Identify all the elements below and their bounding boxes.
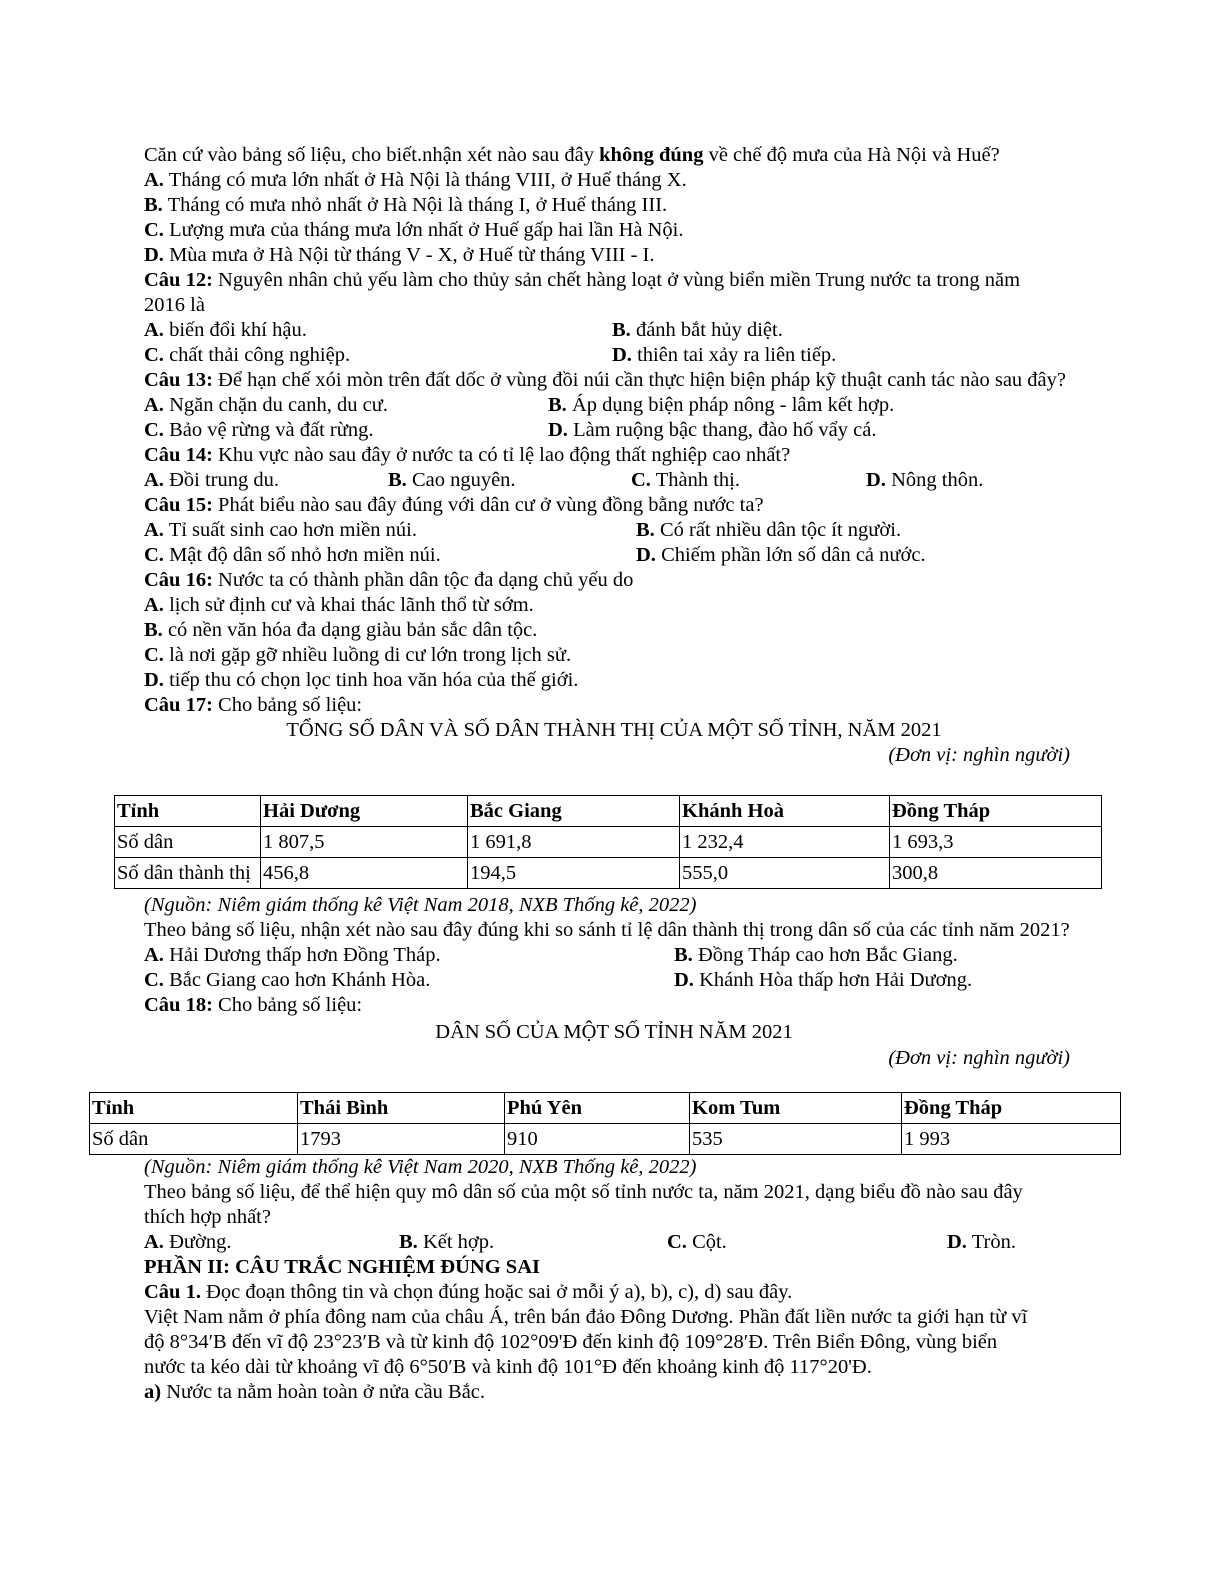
q17-options-row1 [144, 943, 1084, 968]
option-key: A. [144, 169, 164, 191]
q14-options [144, 468, 1084, 493]
table-cell: 456,8 [261, 858, 468, 889]
q17-option-d[interactable]: D. Khánh Hòa thấp hơn Hải Dương. [674, 969, 973, 991]
table-cell: 300,8 [890, 858, 1102, 889]
header-cell: Kom Tum [690, 1093, 902, 1124]
header-cell: Tỉnh [90, 1093, 298, 1124]
option-text: Tháng có mưa lớn nhất ở Hà Nội là tháng VIII, ở Huế tháng X. [163, 169, 687, 191]
option-text: Tháng có mưa nhỏ nhất ở Hà Nội là tháng I, ở Huế tháng III. [162, 194, 668, 216]
q13-options-row1 [144, 393, 1084, 418]
q14-stem [144, 443, 1084, 468]
q14-option-c[interactable]: C. Thành thị. [631, 469, 740, 491]
intro-question [144, 143, 1084, 168]
intro-text-end: về chế độ mưa của Hà Nội và Huế? [703, 144, 1000, 166]
option-text: Mùa mưa ở Hà Nội từ tháng V - X, ở Huế từ tháng VIII - I. [163, 244, 655, 266]
table-header-row [115, 796, 1102, 827]
q12-stem [144, 268, 1044, 318]
q17-question: Theo bảng số liệu, nhận xét nào sau đây đúng khi so sánh tỉ lệ dân thành thị trong dân số của các tỉnh năm 2021? [144, 919, 1070, 941]
passage-line: nước ta kéo dài từ khoảng vĩ độ 6°50′B và kinh độ 101°Đ đến khoảng kinh độ 117°20'Đ. [144, 1356, 872, 1378]
page-content-lower [144, 893, 1084, 1070]
q18-option-c[interactable]: C. Cột. [667, 1231, 727, 1253]
header-cell: Thái Bình [298, 1093, 505, 1124]
table-cell: 1793 [298, 1124, 505, 1155]
q17-data-table [114, 795, 1102, 889]
q12-option-d[interactable]: D. thiên tai xảy ra liên tiếp. [612, 344, 837, 366]
q13-option-d[interactable]: D. Làm ruộng bậc thang, đào hố vẩy cá. [548, 419, 877, 441]
q18-options [144, 1230, 1084, 1255]
q16-option-d[interactable]: D. tiếp thu có chọn lọc tinh hoa văn hóa của thế giới. [144, 669, 579, 691]
part2-q1-stem [144, 1280, 1084, 1305]
question-label: Câu 1. [144, 1281, 201, 1303]
q12-option-a[interactable]: A. biến đổi khí hậu. [144, 319, 307, 341]
table-cell: 910 [505, 1124, 690, 1155]
q12-option-b[interactable]: B. đánh bắt hủy diệt. [612, 319, 783, 341]
intro-option-a[interactable] [144, 168, 1084, 193]
q16-stem [144, 568, 1084, 593]
q16-option-b[interactable]: B. có nền văn hóa đa dạng giàu bản sắc dân tộc. [144, 619, 538, 641]
part2-heading: PHẦN II: CÂU TRẮC NGHIỆM ĐÚNG SAI [144, 1256, 540, 1278]
q16-option-c[interactable]: C. là nơi gặp gỡ nhiều luồng di cư lớn trong lịch sử. [144, 644, 572, 666]
q17-options-row2 [144, 968, 1084, 993]
q13-option-a[interactable]: A. Ngăn chặn du canh, du cư. [144, 394, 388, 416]
q15-option-d[interactable]: D. Chiếm phần lớn số dân cả nước. [636, 544, 926, 566]
q17-table-title: TỔNG SỐ DÂN VÀ SỐ DÂN THÀNH THỊ CỦA MỘT SỐ TỈNH, NĂM 2021 [286, 719, 942, 741]
table-cell: Số dân [115, 827, 261, 858]
header-cell: Hải Dương [261, 796, 468, 827]
table-cell: 1 807,5 [261, 827, 468, 858]
question-text: Nước ta có thành phần dân tộc đa dạng chủ yếu do [212, 569, 634, 591]
question-label: Câu 17: [144, 694, 213, 716]
header-cell: Đồng Tháp [890, 796, 1102, 827]
q18-table-unit: (Đơn vị: nghìn người) [888, 1047, 1070, 1069]
q12-options-row2 [144, 343, 1084, 368]
q13-stem [144, 368, 1079, 393]
header-cell: Bắc Giang [468, 796, 680, 827]
table-header-row [90, 1093, 1121, 1124]
question-label: Câu 12: [144, 269, 213, 291]
q15-options-row2 [144, 543, 1084, 568]
header-cell: Đồng Tháp [902, 1093, 1121, 1124]
question-label: Câu 13: [144, 369, 213, 391]
table-cell: 535 [690, 1124, 902, 1155]
question-text: Cho bảng số liệu: [212, 694, 363, 716]
q17-option-b[interactable]: B. Đồng Tháp cao hơn Bắc Giang. [674, 944, 958, 966]
passage-line: Việt Nam nằm ở phía đông nam của châu Á, trên bán đảo Đông Dương. Phần đất liền nước ta giới hạn từ vĩ [144, 1306, 1028, 1328]
q16-option-a[interactable]: A. lịch sử định cư và khai thác lãnh thổ từ sớm. [144, 594, 534, 616]
q17-table-unit: (Đơn vị: nghìn người) [888, 744, 1070, 766]
q12-options-row1 [144, 318, 1084, 343]
header-cell: Khánh Hoà [680, 796, 890, 827]
statement-label: a) [144, 1381, 162, 1403]
statement-text: Nước ta nằm hoàn toàn ở nửa cầu Bắc. [161, 1381, 486, 1403]
q18-option-b[interactable]: B. Kết hợp. [399, 1231, 495, 1253]
question-text: Để hạn chế xói mòn trên đất dốc ở vùng đồi núi cần thực hiện biện pháp kỹ thuật canh tác nào sau đây? [212, 369, 1067, 391]
header-cell: Tỉnh [115, 796, 261, 827]
header-cell: Phú Yên [505, 1093, 690, 1124]
question-text: Đọc đoạn thông tin và chọn đúng hoặc sai ở mỗi ý a), b), c), d) sau đây. [200, 1281, 793, 1303]
q15-options-row1 [144, 518, 1084, 543]
intro-option-d[interactable] [144, 243, 1084, 268]
q14-option-a[interactable]: A. Đồi trung du. [144, 469, 279, 491]
q14-option-b[interactable]: B. Cao nguyên. [388, 469, 516, 491]
q15-option-a[interactable]: A. Tỉ suất sinh cao hơn miền núi. [144, 519, 417, 541]
question-text: Phát biểu nào sau đây đúng với dân cư ở vùng đồng bằng nước ta? [212, 494, 764, 516]
q17-source: (Nguồn: Niêm giám thống kê Việt Nam 2018, NXB Thống kê, 2022) [144, 894, 697, 916]
option-text: Lượng mưa của tháng mưa lớn nhất ở Huế gấp hai lần Hà Nội. [163, 219, 684, 241]
table-row [115, 827, 1102, 858]
question-text: Nguyên nhân chủ yếu làm cho thủy sản chết hàng loạt ở vùng biển miền Trung nước ta trong năm 2016 là [144, 269, 1021, 316]
option-key: B. [144, 194, 163, 216]
intro-bold: không đúng [599, 144, 704, 166]
option-key: C. [144, 219, 164, 241]
page-content [144, 143, 1084, 768]
question-text: Cho bảng số liệu: [212, 994, 363, 1016]
q18-table-title: DÂN SỐ CỦA MỘT SỐ TỈNH NĂM 2021 [435, 1021, 793, 1043]
question-label: Câu 18: [144, 994, 213, 1016]
q15-stem [144, 493, 1084, 518]
q18-stem [144, 993, 1084, 1018]
q18-data-table [89, 1092, 1121, 1155]
question-text: Khu vực nào sau đây ở nước ta có tỉ lệ lao động thất nghiệp cao nhất? [212, 444, 791, 466]
passage-line: độ 8°34′B đến vĩ độ 23°23′B và từ kinh độ 102°09'Đ đến kinh độ 109°28′Đ. Trên Biển Đông, vùng biển [144, 1331, 998, 1353]
table-cell: Số dân [90, 1124, 298, 1155]
table-row [115, 858, 1102, 889]
q15-option-b[interactable]: B. Có rất nhiều dân tộc ít người. [636, 519, 902, 541]
page-content-bottom [144, 1155, 1084, 1405]
table-cell: 555,0 [680, 858, 890, 889]
q18-option-a[interactable]: A. Đường. [144, 1231, 232, 1253]
intro-option-b[interactable] [144, 193, 1084, 218]
q17-option-a[interactable]: A. Hải Dương thấp hơn Đồng Tháp. [144, 944, 441, 966]
q17-option-c[interactable]: C. Bắc Giang cao hơn Khánh Hòa. [144, 969, 431, 991]
table-row [90, 1124, 1121, 1155]
q18-option-d[interactable]: D. Tròn. [947, 1231, 1016, 1253]
q14-option-d[interactable]: D. Nông thôn. [866, 469, 984, 491]
table-cell: 1 993 [902, 1124, 1121, 1155]
q13-options-row2 [144, 418, 1084, 443]
q18-question: Theo bảng số liệu, để thể hiện quy mô dân số của một số tỉnh nước ta, năm 2021, dạng biểu đồ nào sau đây thích hợp nhất? [144, 1181, 1023, 1228]
q17-stem [144, 693, 1084, 718]
table-cell: Số dân thành thị [115, 858, 261, 889]
table-cell: 1 232,4 [680, 827, 890, 858]
question-label: Câu 15: [144, 494, 213, 516]
q12-option-c[interactable]: C. chất thải công nghiệp. [144, 344, 351, 366]
table-cell: 194,5 [468, 858, 680, 889]
question-label: Câu 16: [144, 569, 213, 591]
q18-source: (Nguồn: Niêm giám thống kê Việt Nam 2020, NXB Thống kê, 2022) [144, 1156, 697, 1178]
intro-text: Căn cứ vào bảng số liệu, cho biết.nhận xét nào sau đây [144, 144, 600, 166]
table-cell: 1 691,8 [468, 827, 680, 858]
option-key: D. [144, 244, 164, 266]
question-label: Câu 14: [144, 444, 213, 466]
q13-option-c[interactable]: C. Bảo vệ rừng và đất rừng. [144, 419, 374, 441]
part2-statement-a[interactable] [144, 1380, 1084, 1405]
intro-option-c[interactable] [144, 218, 1084, 243]
q13-option-b[interactable]: B. Áp dụng biện pháp nông - lâm kết hợp. [548, 394, 895, 416]
q15-option-c[interactable]: C. Mật độ dân số nhỏ hơn miền núi. [144, 544, 441, 566]
table-cell: 1 693,3 [890, 827, 1102, 858]
